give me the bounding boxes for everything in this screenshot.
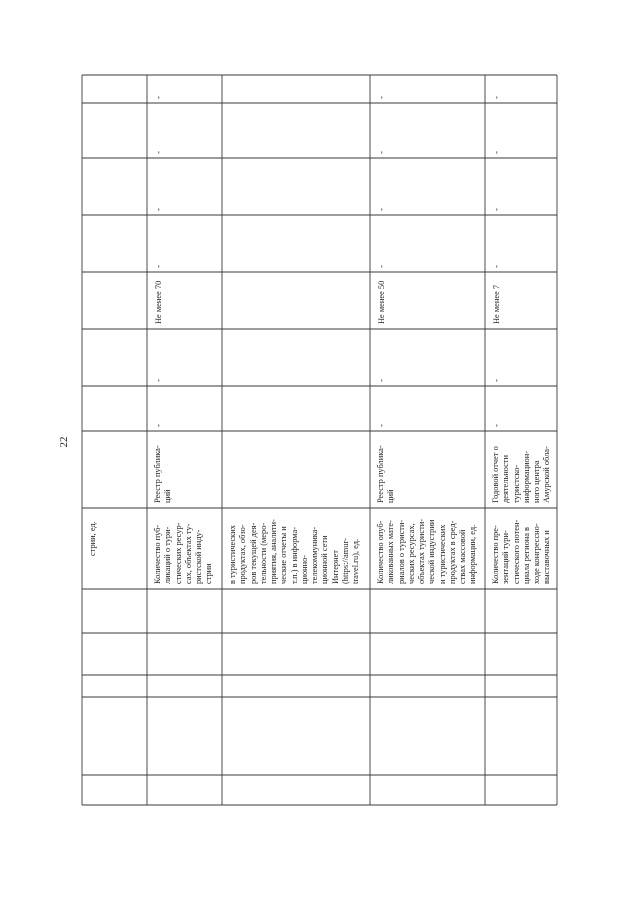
- dash: -: [153, 151, 163, 154]
- dash: -: [376, 265, 386, 268]
- cell-row3-indicator: Количество опуб- ликованных мате- риалов о туристи- ческих ресурсах, объектах туристи- ческой индустрии и туристических продуктах в сред- ствах массовой информации, ед.: [376, 518, 478, 584]
- page-number: 22: [58, 436, 70, 448]
- cell-row1-indicator: Количество пуб- ликаций о тури- стических ресур- сах, объектах ту- ристской инду- стрии: [153, 522, 214, 584]
- dash: -: [491, 151, 501, 154]
- cell-row4-indicator: Количество пре- зентаций тури- стического потен- циала региона в ходе конгрессно- выставочных и: [491, 519, 552, 584]
- cell-row1-target: Не менее 70: [154, 280, 163, 324]
- dash: -: [153, 96, 163, 99]
- dash: -: [376, 379, 386, 382]
- dash: -: [376, 96, 386, 99]
- cell-row1-source: Реестр публика- ций: [153, 445, 173, 503]
- cell-carry-over: стрии, ед.: [88, 521, 97, 556]
- dash: -: [491, 379, 501, 382]
- dash: -: [376, 151, 386, 154]
- cell-row3-source: Реестр публика- ций: [376, 445, 396, 503]
- dash: -: [153, 379, 163, 382]
- cell-row4-target: Не менее 7: [492, 284, 501, 324]
- cell-row4-source: Годовой отчет о деятельности туристско- информацион- ного центра Амурской обла-: [491, 446, 552, 503]
- dash: -: [153, 265, 163, 268]
- dash: -: [491, 96, 501, 99]
- dash: -: [491, 208, 501, 211]
- dash: -: [491, 424, 501, 427]
- dash: -: [153, 424, 163, 427]
- cell-row2-indicator: в туристических продуктах, обзо- ров текущей дея- тельности (меро- приятия, аналити- ческие отчеты и т.п.) в информа- ционно- телекоммуника- ционной сети Интернет (https://amur- travel.ru), ед.: [228, 519, 360, 584]
- cell-row3-target: Не менее 50: [377, 280, 386, 324]
- dash: -: [491, 265, 501, 268]
- dash: -: [376, 208, 386, 211]
- dash: -: [153, 208, 163, 211]
- dash: -: [376, 424, 386, 427]
